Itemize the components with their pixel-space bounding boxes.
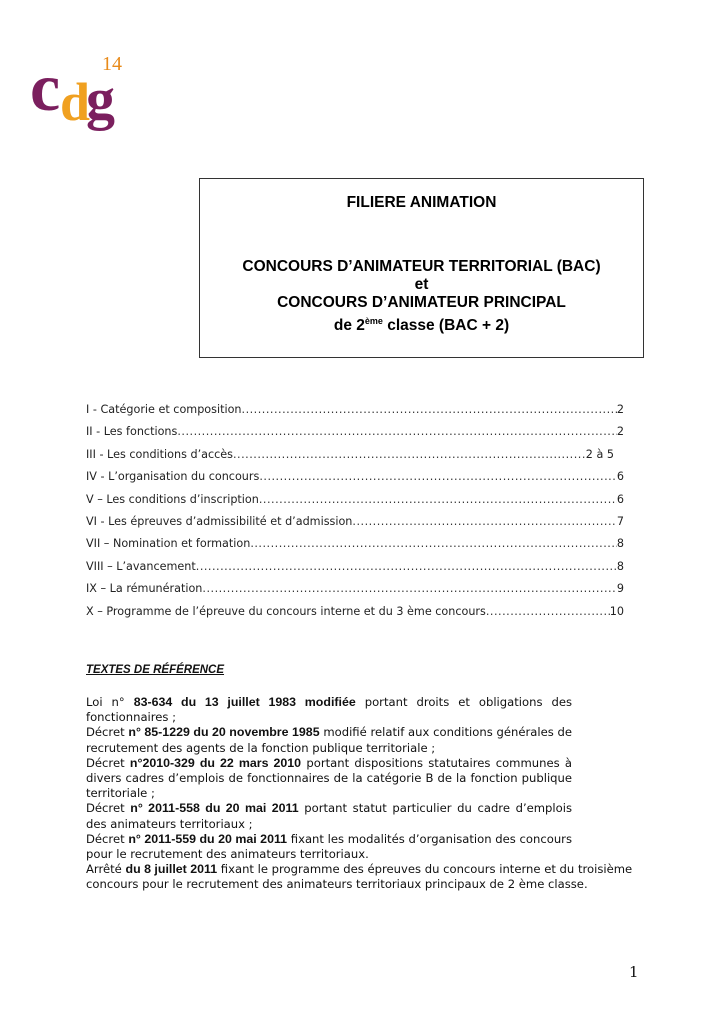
toc-entry[interactable] [86,537,624,559]
toc-leader [196,560,617,573]
toc-leader [242,403,617,416]
toc-label: VI - Les épreuves d’admissibilité et d’admission [86,514,353,528]
toc-page: 9 [616,582,624,596]
toc-page: 10 [609,604,624,618]
toc-leader [202,582,616,595]
toc-page: 7 [616,514,624,528]
toc-entry[interactable] [86,582,624,604]
toc-leader [177,425,617,438]
toc-entry[interactable] [86,425,624,447]
toc-label: X – Programme de l’épreuve du concours interne et du 3 ème concours [86,604,486,618]
filiere-title: FILIERE ANIMATION [346,194,497,211]
toc-leader [259,470,617,483]
toc-leader [233,448,586,461]
toc-label: VIII – L’avancement [86,559,196,573]
reference-decret-85-1229: Décret n° 85-1229 du 20 novembre 1985 modifié relatif aux conditions générales de recrutement des agents de la fonction publique territoriale ; [86,725,572,755]
toc-page: 2 [616,403,624,416]
title-box [199,178,644,358]
toc-page: 6 [616,470,624,484]
concours-line-1: CONCOURS D’ANIMATEUR TERRITORIAL (BAC) [242,258,601,275]
toc-entry[interactable] [86,560,624,582]
toc-label: III - Les conditions d’accès [86,447,233,461]
toc-page: 2 à 5 [585,447,614,461]
toc-page: 8 [616,559,624,573]
toc-entry[interactable] [86,448,624,470]
toc-entry[interactable] [86,470,624,492]
references-heading: TEXTES DE RÉFÉRENCE [86,664,225,676]
toc-label: VII – Nomination et formation [86,537,251,551]
concours-line-3: CONCOURS D’ANIMATEUR PRINCIPAL [277,294,566,311]
toc-label: I - Catégorie et composition [86,403,242,416]
logo-letter-c: c [30,49,61,125]
reference-loi-83-634: Loi n° 83-634 du 13 juillet 1983 modifiée portant droits et obligations des fonctionnaires ; [86,695,573,725]
page-number: 1 [629,963,639,981]
references-list [86,695,633,893]
toc-page: 2 [616,425,624,439]
toc-entry[interactable] [86,493,624,515]
class-suffix: classe (BAC + 2) [382,317,510,334]
toc-leader [250,537,617,550]
class-superscript: ème [364,316,383,326]
class-prefix: de 2 [333,317,365,334]
toc-label: V – Les conditions d’inscription [86,492,259,506]
concours-line-4 [200,312,643,335]
toc-leader [259,493,617,506]
reference-decret-2010-329: Décret n°2010-329 du 22 mars 2010 portant dispositions statutaires communes à divers cadres d’emplois de fonctionnaires de la catégorie B de la fonction publique territoriale ; [86,755,573,801]
toc-label: II - Les fonctions [86,425,178,439]
toc-page: 6 [616,492,624,506]
toc-label: IV - L’organisation du concours [86,470,260,484]
toc-leader [352,515,616,528]
reference-arrete-2011: Arrêté du 8 juillet 2011 fixant le programme des épreuves du concours interne et du troisième concours pour le recrutement des animateurs territoriaux principaux de 2 ème classe. [86,862,633,892]
logo-letter-g: g [86,66,115,131]
toc-label: IX – La rémunération [86,582,203,596]
toc-entry[interactable] [86,515,624,537]
toc-page: 8 [616,537,624,551]
toc-leader [486,605,610,618]
table-of-contents [86,403,624,627]
toc-entry[interactable] [86,605,624,627]
toc-entry[interactable] [86,403,624,425]
logo-number: 14 [102,53,122,75]
cdg14-logo-graphic [30,48,136,134]
logo-letter-d: d [60,72,91,132]
cdg14-logo [30,48,136,134]
concours-titles [200,258,643,335]
reference-decret-2011-558: Décret n° 2011-558 du 20 mai 2011 portant statut particulier du cadre d’emplois des animateurs territoriaux ; [86,801,572,831]
reference-decret-2011-559: Décret n° 2011-559 du 20 mai 2011 fixant les modalités d’organisation des concours pour le recrutement des animateurs territoriaux. [86,831,572,862]
concours-line-2: et [414,276,429,293]
